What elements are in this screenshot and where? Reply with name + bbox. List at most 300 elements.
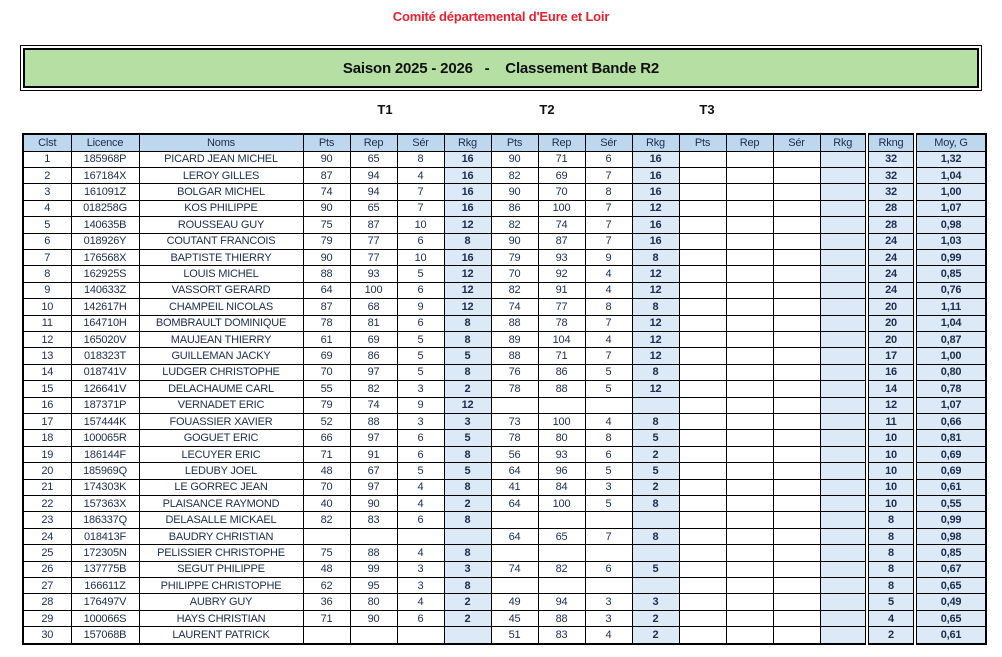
cell-ser_t2: 7 — [585, 167, 632, 183]
cell-rkng: 12 — [867, 397, 915, 413]
col-header-rep_t2: Rep — [538, 134, 585, 151]
cell-pts_t3 — [679, 249, 726, 265]
cell-ser_t3 — [773, 299, 820, 315]
cell-rkg_t1: 8 — [444, 578, 491, 594]
cell-noms: SEGUT PHILIPPE — [139, 561, 303, 577]
cell-ser_t3 — [773, 561, 820, 577]
cell-ser_t2: 3 — [585, 594, 632, 610]
cell-noms: BAUDRY CHRISTIAN — [139, 528, 303, 544]
cell-pts_t2: 56 — [491, 446, 538, 462]
cell-rep_t2: 71 — [538, 348, 585, 364]
cell-ser_t3 — [773, 578, 820, 594]
cell-ser_t2: 7 — [585, 217, 632, 233]
cell-licence: 018413F — [71, 528, 139, 544]
cell-rkg_t2 — [632, 512, 679, 528]
cell-moy_g: 0,85 — [915, 266, 986, 282]
cell-rkg_t2: 12 — [632, 381, 679, 397]
cell-pts_t3 — [679, 233, 726, 249]
cell-rkg_t1: 12 — [444, 282, 491, 298]
cell-noms: KOS PHILIPPE — [139, 200, 303, 216]
cell-pts_t3 — [679, 545, 726, 561]
cell-ser_t1: 7 — [397, 200, 444, 216]
cell-ser_t3 — [773, 348, 820, 364]
cell-noms: LEROY GILLES — [139, 167, 303, 183]
cell-licence: 165020V — [71, 331, 139, 347]
cell-rkng: 8 — [867, 528, 915, 544]
cell-rkg_t1: 5 — [444, 463, 491, 479]
cell-noms: PHILIPPE CHRISTOPHE — [139, 578, 303, 594]
cell-clst: 4 — [23, 200, 71, 216]
cell-clst: 29 — [23, 610, 71, 626]
cell-ser_t3 — [773, 512, 820, 528]
cell-ser_t3 — [773, 217, 820, 233]
cell-ser_t3 — [773, 528, 820, 544]
cell-clst: 18 — [23, 430, 71, 446]
cell-moy_g: 0,99 — [915, 249, 986, 265]
col-header-pts_t1: Pts — [303, 134, 350, 151]
cell-rep_t3 — [726, 545, 773, 561]
cell-pts_t1: 48 — [303, 561, 350, 577]
cell-rep_t1: 67 — [350, 463, 397, 479]
cell-rep_t3 — [726, 512, 773, 528]
cell-moy_g: 0,99 — [915, 512, 986, 528]
cell-pts_t2: 51 — [491, 627, 538, 644]
cell-rkg_t1: 2 — [444, 381, 491, 397]
cell-pts_t1 — [303, 528, 350, 544]
cell-pts_t1: 66 — [303, 430, 350, 446]
cell-ser_t2: 9 — [585, 249, 632, 265]
cell-rkg_t3 — [820, 348, 867, 364]
cell-pts_t1: 79 — [303, 233, 350, 249]
cell-rep_t2: 88 — [538, 610, 585, 626]
cell-rkg_t2: 2 — [632, 610, 679, 626]
cell-rep_t2: 65 — [538, 528, 585, 544]
cell-pts_t3 — [679, 610, 726, 626]
col-header-rkng: Rkng — [867, 134, 915, 151]
cell-pts_t2: 70 — [491, 266, 538, 282]
cell-ser_t1: 3 — [397, 381, 444, 397]
cell-ser_t3 — [773, 627, 820, 644]
cell-pts_t2: 73 — [491, 414, 538, 430]
col-header-noms: Noms — [139, 134, 303, 151]
cell-licence: 126641V — [71, 381, 139, 397]
cell-rep_t3 — [726, 299, 773, 315]
cell-rep_t3 — [726, 479, 773, 495]
cell-rkng: 10 — [867, 496, 915, 512]
cell-licence: 140633Z — [71, 282, 139, 298]
cell-rep_t3 — [726, 528, 773, 544]
table-row — [23, 299, 986, 315]
cell-ser_t3 — [773, 315, 820, 331]
cell-moy_g: 0,69 — [915, 446, 986, 462]
cell-rkng: 24 — [867, 266, 915, 282]
cell-rkng: 32 — [867, 151, 915, 167]
cell-rep_t2: 88 — [538, 381, 585, 397]
cell-rkg_t1: 8 — [444, 479, 491, 495]
cell-clst: 16 — [23, 397, 71, 413]
cell-ser_t2: 3 — [585, 479, 632, 495]
cell-rkng: 8 — [867, 545, 915, 561]
cell-pts_t2: 82 — [491, 282, 538, 298]
cell-noms: FOUASSIER XAVIER — [139, 414, 303, 430]
cell-ser_t1: 4 — [397, 594, 444, 610]
cell-licence: 157363X — [71, 496, 139, 512]
cell-ser_t2: 5 — [585, 381, 632, 397]
cell-rkg_t2: 16 — [632, 233, 679, 249]
cell-rep_t2: 71 — [538, 151, 585, 167]
cell-clst: 13 — [23, 348, 71, 364]
cell-pts_t1: 90 — [303, 151, 350, 167]
cell-rep_t1: 91 — [350, 446, 397, 462]
cell-rep_t1 — [350, 528, 397, 544]
cell-moy_g: 0,66 — [915, 414, 986, 430]
cell-pts_t3 — [679, 627, 726, 644]
cell-rep_t1: 100 — [350, 282, 397, 298]
cell-ser_t1: 4 — [397, 167, 444, 183]
table-row — [23, 200, 986, 216]
cell-clst: 26 — [23, 561, 71, 577]
cell-ser_t3 — [773, 282, 820, 298]
cell-ser_t1: 6 — [397, 315, 444, 331]
cell-noms: GUILLEMAN JACKY — [139, 348, 303, 364]
cell-moy_g: 0,87 — [915, 331, 986, 347]
cell-clst: 20 — [23, 463, 71, 479]
cell-moy_g: 1,04 — [915, 315, 986, 331]
cell-rep_t3 — [726, 348, 773, 364]
cell-rkg_t2 — [632, 545, 679, 561]
cell-ser_t1: 5 — [397, 331, 444, 347]
cell-rkg_t2: 12 — [632, 348, 679, 364]
cell-pts_t1: 75 — [303, 217, 350, 233]
cell-rep_t1: 95 — [350, 578, 397, 594]
cell-pts_t3 — [679, 578, 726, 594]
cell-clst: 28 — [23, 594, 71, 610]
cell-pts_t2: 74 — [491, 299, 538, 315]
col-header-ser_t2: Sér — [585, 134, 632, 151]
cell-pts_t3 — [679, 315, 726, 331]
cell-ser_t2: 7 — [585, 348, 632, 364]
col-header-rkg_t1: Rkg — [444, 134, 491, 151]
table-row — [23, 282, 986, 298]
cell-clst: 6 — [23, 233, 71, 249]
cell-ser_t1: 8 — [397, 151, 444, 167]
cell-licence: 161091Z — [71, 184, 139, 200]
cell-rkg_t1: 12 — [444, 299, 491, 315]
cell-rkg_t3 — [820, 446, 867, 462]
cell-rkng: 10 — [867, 463, 915, 479]
cell-licence: 172305N — [71, 545, 139, 561]
cell-ser_t2 — [585, 578, 632, 594]
cell-moy_g: 0,81 — [915, 430, 986, 446]
cell-rkng: 4 — [867, 610, 915, 626]
cell-ser_t1: 6 — [397, 430, 444, 446]
cell-ser_t1: 6 — [397, 446, 444, 462]
table-row — [23, 315, 986, 331]
cell-ser_t1: 6 — [397, 512, 444, 528]
cell-ser_t1 — [397, 627, 444, 644]
cell-pts_t2: 64 — [491, 496, 538, 512]
cell-rkg_t3 — [820, 299, 867, 315]
cell-rep_t2: 86 — [538, 364, 585, 380]
cell-rep_t3 — [726, 627, 773, 644]
cell-rep_t2: 100 — [538, 200, 585, 216]
cell-rep_t1: 65 — [350, 151, 397, 167]
cell-rkg_t1: 8 — [444, 512, 491, 528]
cell-rep_t3 — [726, 200, 773, 216]
cell-pts_t1: 40 — [303, 496, 350, 512]
cell-licence: 157444K — [71, 414, 139, 430]
cell-rep_t3 — [726, 151, 773, 167]
cell-moy_g: 1,07 — [915, 397, 986, 413]
cell-clst: 17 — [23, 414, 71, 430]
table-row — [23, 184, 986, 200]
cell-rep_t1: 97 — [350, 479, 397, 495]
cell-rep_t3 — [726, 217, 773, 233]
cell-rkg_t1: 16 — [444, 200, 491, 216]
cell-ser_t2: 6 — [585, 151, 632, 167]
cell-pts_t1: 69 — [303, 348, 350, 364]
cell-pts_t3 — [679, 479, 726, 495]
cell-ser_t3 — [773, 446, 820, 462]
cell-ser_t2: 4 — [585, 282, 632, 298]
cell-pts_t2: 82 — [491, 217, 538, 233]
cell-noms: COUTANT FRANCOIS — [139, 233, 303, 249]
cell-rep_t2 — [538, 545, 585, 561]
table-row — [23, 594, 986, 610]
cell-ser_t3 — [773, 233, 820, 249]
cell-rkg_t3 — [820, 184, 867, 200]
cell-rkg_t1: 8 — [444, 315, 491, 331]
cell-rkg_t1 — [444, 627, 491, 644]
cell-rep_t2: 96 — [538, 463, 585, 479]
cell-rep_t2: 100 — [538, 414, 585, 430]
cell-pts_t2: 88 — [491, 348, 538, 364]
cell-rkng: 8 — [867, 561, 915, 577]
cell-noms: BAPTISTE THIERRY — [139, 249, 303, 265]
cell-pts_t2: 90 — [491, 184, 538, 200]
cell-pts_t2: 82 — [491, 167, 538, 183]
table-row — [23, 414, 986, 430]
cell-ser_t2: 6 — [585, 446, 632, 462]
cell-ser_t2: 7 — [585, 233, 632, 249]
cell-rkg_t3 — [820, 414, 867, 430]
cell-pts_t1: 71 — [303, 446, 350, 462]
cell-pts_t3 — [679, 331, 726, 347]
cell-ser_t3 — [773, 167, 820, 183]
cell-rkg_t3 — [820, 151, 867, 167]
cell-pts_t2: 74 — [491, 561, 538, 577]
cell-ser_t3 — [773, 414, 820, 430]
cell-ser_t2: 7 — [585, 528, 632, 544]
table-row — [23, 446, 986, 462]
cell-clst: 7 — [23, 249, 71, 265]
cell-rep_t3 — [726, 331, 773, 347]
cell-licence: 100066S — [71, 610, 139, 626]
cell-rep_t1: 88 — [350, 545, 397, 561]
table-row — [23, 561, 986, 577]
cell-licence: 167184X — [71, 167, 139, 183]
table-row — [23, 463, 986, 479]
cell-rep_t1: 99 — [350, 561, 397, 577]
cell-rep_t1: 65 — [350, 200, 397, 216]
cell-moy_g: 1,04 — [915, 167, 986, 183]
cell-pts_t2: 64 — [491, 463, 538, 479]
cell-rkg_t1: 16 — [444, 184, 491, 200]
cell-rep_t2: 80 — [538, 430, 585, 446]
cell-pts_t3 — [679, 282, 726, 298]
cell-licence: 164710H — [71, 315, 139, 331]
cell-pts_t3 — [679, 200, 726, 216]
cell-moy_g: 0,65 — [915, 610, 986, 626]
cell-rkg_t1: 8 — [444, 545, 491, 561]
cell-rep_t1: 86 — [350, 348, 397, 364]
cell-licence: 186144F — [71, 446, 139, 462]
cell-pts_t1: 48 — [303, 463, 350, 479]
season-banner — [20, 45, 982, 91]
cell-moy_g: 1,11 — [915, 299, 986, 315]
cell-licence: 018926Y — [71, 233, 139, 249]
cell-rep_t1: 90 — [350, 496, 397, 512]
cell-rep_t1: 87 — [350, 217, 397, 233]
cell-rep_t2 — [538, 512, 585, 528]
cell-noms: DELACHAUME CARL — [139, 381, 303, 397]
cell-rkg_t1: 8 — [444, 364, 491, 380]
cell-rkg_t3 — [820, 397, 867, 413]
cell-noms: LEDUBY JOEL — [139, 463, 303, 479]
cell-pts_t3 — [679, 512, 726, 528]
cell-noms: GOGUET ERIC — [139, 430, 303, 446]
cell-licence: 174303K — [71, 479, 139, 495]
cell-rkg_t2: 8 — [632, 249, 679, 265]
cell-ser_t1: 4 — [397, 545, 444, 561]
cell-rkng: 5 — [867, 594, 915, 610]
cell-pts_t1: 64 — [303, 282, 350, 298]
cell-noms: PICARD JEAN MICHEL — [139, 151, 303, 167]
cell-licence: 186337Q — [71, 512, 139, 528]
cell-ser_t3 — [773, 364, 820, 380]
table-row — [23, 381, 986, 397]
cell-noms: AUBRY GUY — [139, 594, 303, 610]
cell-pts_t2: 49 — [491, 594, 538, 610]
cell-rkng: 28 — [867, 200, 915, 216]
cell-rep_t3 — [726, 315, 773, 331]
cell-rkng: 32 — [867, 167, 915, 183]
cell-ser_t1: 4 — [397, 496, 444, 512]
cell-rkg_t2: 8 — [632, 496, 679, 512]
cell-noms: MAUJEAN THIERRY — [139, 331, 303, 347]
cell-noms: CHAMPEIL NICOLAS — [139, 299, 303, 315]
cell-rep_t3 — [726, 184, 773, 200]
tournament-label-t1: T1 — [377, 102, 393, 117]
cell-ser_t1: 6 — [397, 233, 444, 249]
table-row — [23, 167, 986, 183]
cell-ser_t2: 4 — [585, 266, 632, 282]
cell-ser_t1: 3 — [397, 561, 444, 577]
cell-licence: 187371P — [71, 397, 139, 413]
cell-pts_t3 — [679, 430, 726, 446]
cell-pts_t3 — [679, 364, 726, 380]
cell-noms: ROUSSEAU GUY — [139, 217, 303, 233]
cell-clst: 15 — [23, 381, 71, 397]
cell-rep_t3 — [726, 610, 773, 626]
table-row — [23, 364, 986, 380]
cell-rep_t3 — [726, 282, 773, 298]
cell-rkg_t2: 12 — [632, 200, 679, 216]
cell-pts_t3 — [679, 496, 726, 512]
table-row — [23, 217, 986, 233]
season-banner-text: Saison 2025 - 2026 - Classement Bande R2 — [342, 59, 660, 77]
cell-rkg_t2: 8 — [632, 414, 679, 430]
cell-rkg_t3 — [820, 561, 867, 577]
ranking-table — [22, 133, 987, 645]
cell-clst: 23 — [23, 512, 71, 528]
cell-rep_t2: 93 — [538, 249, 585, 265]
cell-rep_t2 — [538, 397, 585, 413]
cell-rep_t3 — [726, 249, 773, 265]
cell-ser_t1: 9 — [397, 397, 444, 413]
cell-noms: BOLGAR MICHEL — [139, 184, 303, 200]
cell-rkg_t3 — [820, 578, 867, 594]
cell-ser_t2: 4 — [585, 627, 632, 644]
cell-ser_t1: 3 — [397, 578, 444, 594]
cell-ser_t1: 5 — [397, 463, 444, 479]
cell-clst: 14 — [23, 364, 71, 380]
cell-rkng: 10 — [867, 479, 915, 495]
cell-pts_t3 — [679, 299, 726, 315]
cell-rkg_t3 — [820, 167, 867, 183]
table-row — [23, 331, 986, 347]
cell-clst: 10 — [23, 299, 71, 315]
cell-noms: PLAISANCE RAYMOND — [139, 496, 303, 512]
cell-rkg_t1: 2 — [444, 594, 491, 610]
cell-licence: 185968P — [71, 151, 139, 167]
cell-rep_t3 — [726, 266, 773, 282]
cell-ser_t3 — [773, 397, 820, 413]
cell-rep_t2: 82 — [538, 561, 585, 577]
cell-clst: 21 — [23, 479, 71, 495]
cell-rkg_t2: 8 — [632, 364, 679, 380]
cell-rep_t1: 83 — [350, 512, 397, 528]
cell-ser_t2: 7 — [585, 315, 632, 331]
cell-rkg_t1: 8 — [444, 233, 491, 249]
cell-moy_g: 0,85 — [915, 545, 986, 561]
table-row — [23, 249, 986, 265]
cell-ser_t1: 10 — [397, 249, 444, 265]
cell-ser_t3 — [773, 381, 820, 397]
cell-rkg_t1: 8 — [444, 446, 491, 462]
cell-pts_t3 — [679, 561, 726, 577]
cell-rkg_t2: 5 — [632, 463, 679, 479]
cell-rkg_t2: 12 — [632, 331, 679, 347]
cell-pts_t2: 79 — [491, 249, 538, 265]
cell-rep_t1: 81 — [350, 315, 397, 331]
cell-ser_t3 — [773, 594, 820, 610]
cell-ser_t2: 7 — [585, 200, 632, 216]
cell-ser_t1: 7 — [397, 184, 444, 200]
col-header-rkg_t2: Rkg — [632, 134, 679, 151]
cell-rkg_t2: 16 — [632, 151, 679, 167]
cell-rkng: 10 — [867, 430, 915, 446]
cell-rkg_t1: 2 — [444, 496, 491, 512]
cell-rkg_t2: 5 — [632, 430, 679, 446]
cell-rep_t3 — [726, 233, 773, 249]
cell-ser_t1 — [397, 528, 444, 544]
cell-pts_t2: 90 — [491, 233, 538, 249]
tournament-label-t3: T3 — [699, 102, 715, 117]
cell-noms: LECUYER ERIC — [139, 446, 303, 462]
cell-pts_t1: 52 — [303, 414, 350, 430]
cell-licence: 142617H — [71, 299, 139, 315]
